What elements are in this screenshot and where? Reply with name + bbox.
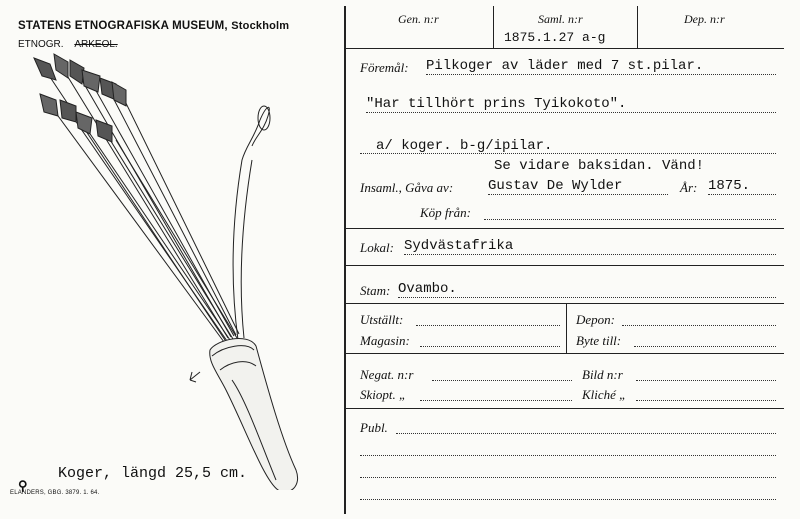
byte-till-label: Byte till:: [576, 333, 622, 348]
skiopt-line: [420, 400, 572, 401]
stam-value: Ovambo.: [398, 281, 776, 298]
publ-line-3: [360, 477, 776, 478]
dept-arch-struck: ARKEOL.: [74, 39, 118, 50]
header-divider-2: [637, 6, 638, 48]
description-line-3: a/ koger. b-g/ipilar.: [376, 138, 553, 154]
kliche-label: Kliché „: [582, 387, 627, 402]
card-left-border: [344, 6, 346, 514]
ar-label: År:: [680, 180, 698, 195]
byte-till-line: [634, 346, 776, 347]
rule-after-header: [344, 48, 784, 49]
rule-after-stam: [344, 303, 784, 304]
insaml-label: Insaml., Gåva av:: [360, 180, 454, 195]
lokal-value: Sydvästafrika: [404, 238, 776, 255]
printer-mark-icon: ⚲: [18, 478, 28, 493]
publ-line-1: [396, 433, 776, 434]
storage-divider: [566, 303, 567, 353]
header-divider-1: [493, 6, 494, 48]
depon-line: [622, 325, 776, 326]
foremal-value: Pilkoger av läder med 7 st.pilar.: [426, 58, 776, 75]
illustration-caption: Koger, längd 25,5 cm.: [58, 465, 248, 482]
printer-imprint: ELANDERS, GBG. 3879. 1. 64.: [10, 490, 100, 496]
museum-city: Stockholm: [231, 20, 290, 32]
magasin-line: [420, 346, 560, 347]
kliche-line: [636, 400, 776, 401]
utstallt-label: Utställt:: [360, 312, 404, 327]
description-line-2: "Har tillhört prins Tyikokoto".: [366, 96, 776, 113]
rule-after-acquisition: [344, 228, 784, 229]
museum-name: STATENS ETNOGRAFISKA MUSEUM,: [18, 20, 228, 32]
skiopt-label: Skiopt. „: [360, 387, 407, 402]
utstallt-line: [416, 325, 560, 326]
bild-nr-label: Bild n:r: [582, 367, 623, 382]
dotted-line-3: [360, 153, 776, 154]
negat-nr-label: Negat. n:r: [360, 367, 414, 382]
depon-label: Depon:: [576, 312, 615, 327]
dept-ethno: ETNOGR.: [18, 39, 64, 50]
saml-nr-value: 1875.1.27 a-g: [504, 30, 606, 45]
publ-line-4: [360, 499, 776, 500]
publ-label: Publ.: [360, 420, 388, 435]
dep-nr-label: Dep. n:r: [684, 12, 725, 26]
rule-after-lokal: [344, 265, 784, 266]
bild-nr-line: [636, 380, 776, 381]
negat-nr-line: [432, 380, 572, 381]
museum-heading: [18, 20, 289, 32]
magasin-label: Magasin:: [360, 333, 410, 348]
ar-value: 1875.: [708, 178, 776, 195]
stam-label: Stam:: [360, 283, 391, 298]
kop-fran-label: Köp från:: [420, 205, 471, 220]
rule-after-storage: [344, 353, 784, 354]
insaml-value: Gustav De Wylder: [488, 178, 668, 195]
quiver-illustration: [20, 50, 340, 490]
lokal-label: Lokal:: [360, 240, 394, 255]
publ-line-2: [360, 455, 776, 456]
gen-nr-label: Gen. n:r: [398, 12, 439, 26]
saml-nr-label: Saml. n:r: [538, 12, 583, 26]
description-line-4: Se vidare baksidan. Vänd!: [494, 158, 705, 174]
kop-fran-line: [484, 219, 776, 220]
department-line: [18, 39, 118, 50]
rule-after-images: [344, 408, 784, 409]
foremal-label: Föremål:: [360, 60, 409, 75]
